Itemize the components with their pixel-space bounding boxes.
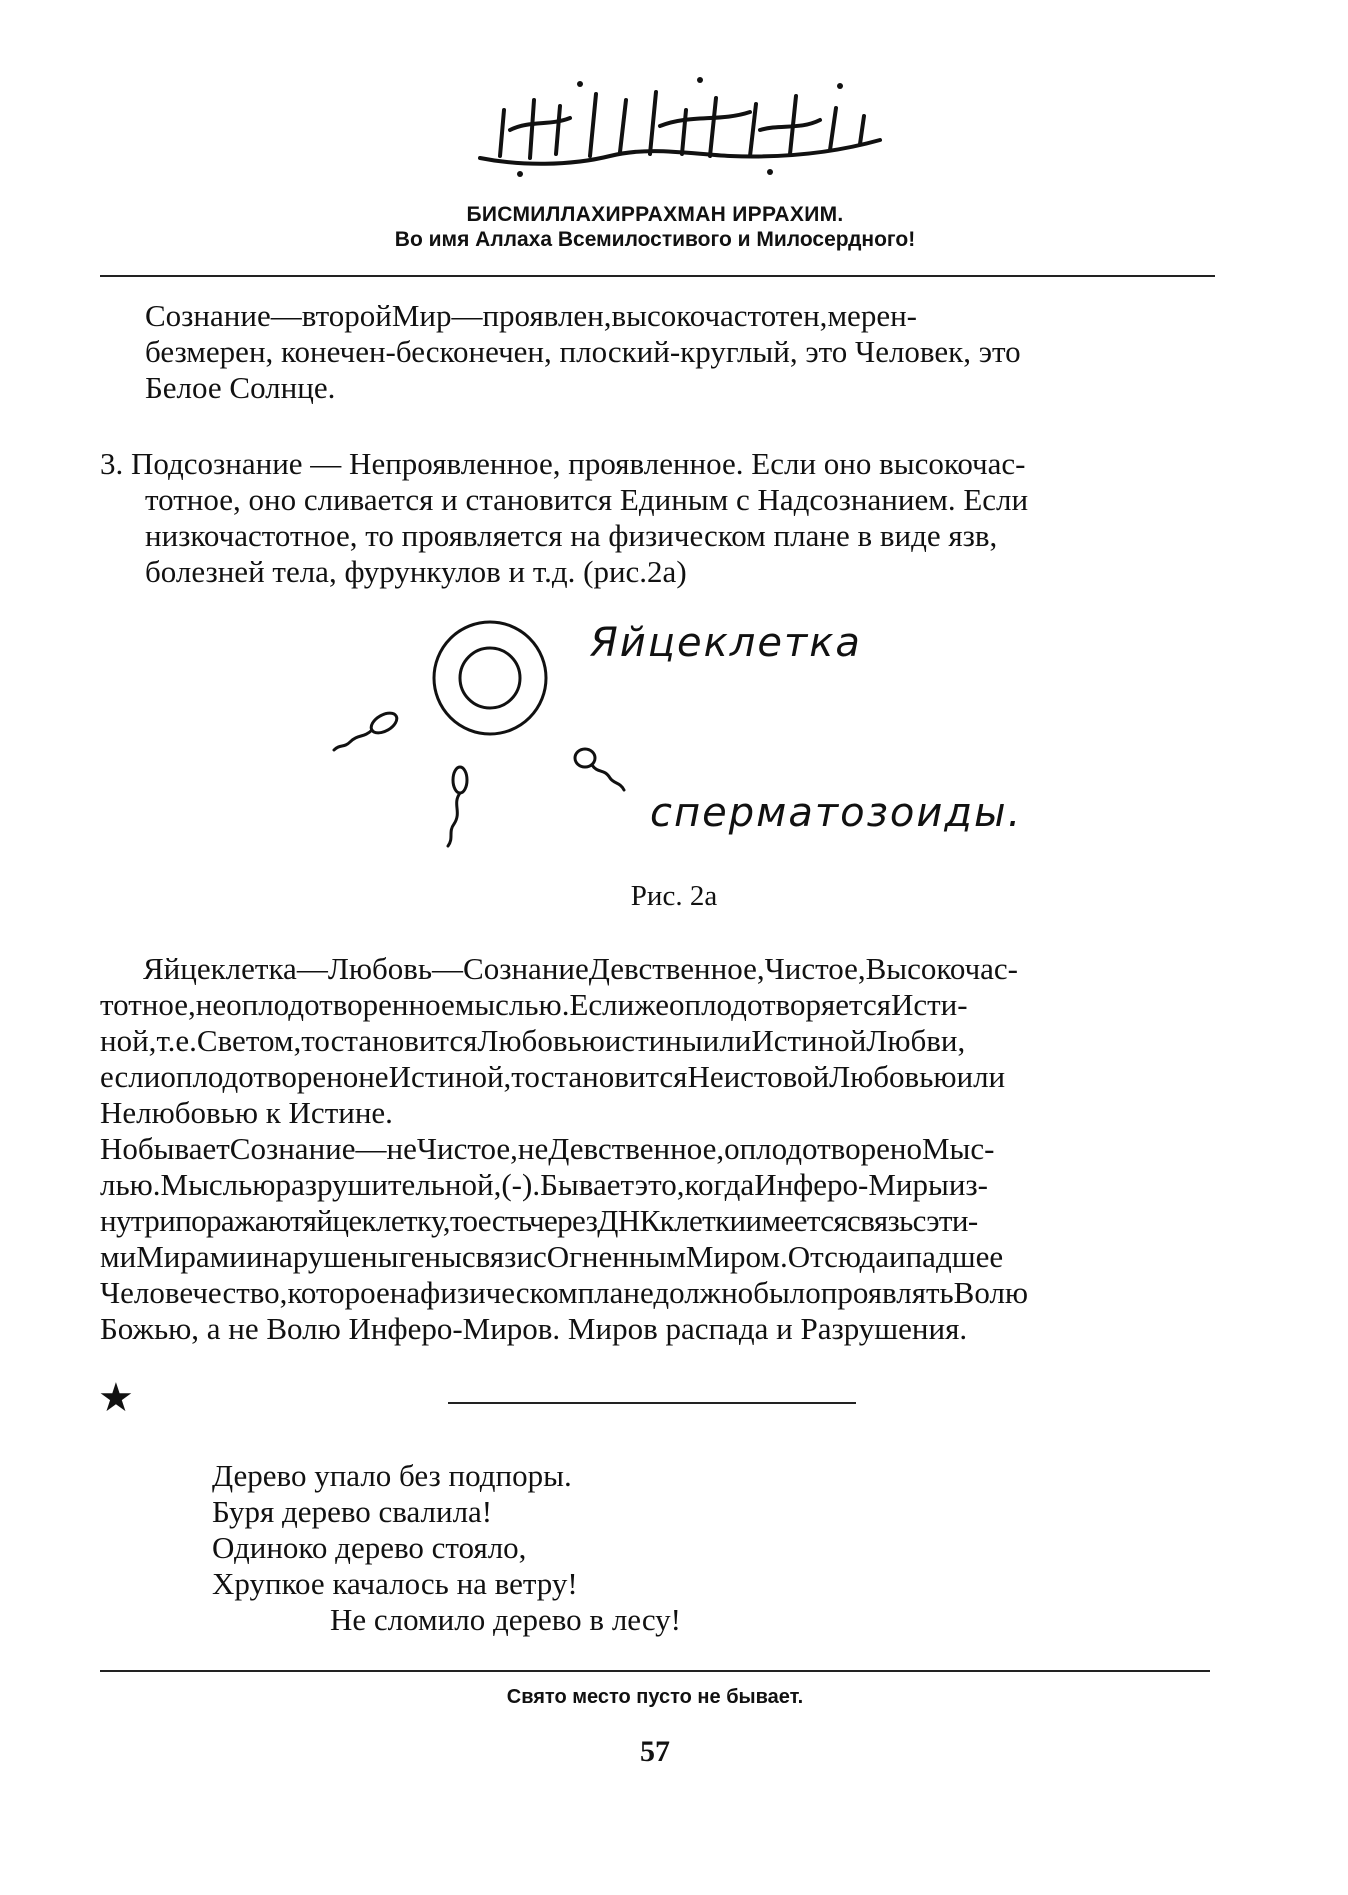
poem-line-5: Не сломило дерево в лесу! (330, 1602, 681, 1637)
intro-paragraph (145, 298, 1195, 406)
figure-caption: Рис. 2а (630, 880, 718, 912)
sperm-left-tail (334, 730, 372, 750)
cons-line-4: миМирамиинарушеныгенысвязисОгненнымМиром.Отсюдаипадшее (100, 1239, 1004, 1274)
egg-line-2: тотное,неоплодотворенноемыслью.ЕслижеоплодотворяетсяИсти- (100, 987, 968, 1022)
egg-paragraph (100, 951, 1210, 1131)
egg-line-1: Яйцеклетка—Любовь—СознаниеДевственное,Чистое,Высокочас- (143, 951, 1019, 986)
item-3-line-1: 3. Подсознание — Непроявленное, проявленное. Если оно высокочас- (100, 446, 1026, 481)
item-3-line-2: тотное, оно сливается и становится Единым с Надсознанием. Если (145, 482, 1029, 517)
cons-line-1: НобываетСознание—неЧистое,неДевственное,оплодотвореноМыс- (100, 1131, 995, 1166)
star-icon: ★ (98, 1375, 134, 1420)
item-3-line-4: болезней тела, фурункулов и т.д. (рис.2а) (145, 554, 687, 589)
bismillah-calligraphy (460, 70, 900, 180)
cons-line-3: нутрипоражаютяйцеклетку,тоестьчерезДНКклеткиимеетсясвязьсэти- (100, 1203, 978, 1238)
egg-line-3: ной,т.е.Светом,тостановитсяЛюбовьюистиныилиИстинойЛюбви, (100, 1023, 966, 1058)
intro-line-1: Сознание—второйМир—проявлен,высокочастотен,мерен- (145, 298, 917, 333)
cons-line-2: лью.Мысльюразрушительной,(-).Бываетэто,когдаИнферо-Мирыиз- (100, 1167, 989, 1202)
egg-inner-circle (460, 648, 520, 708)
label-egg: Яйцеклетка (590, 620, 862, 666)
sperm-bottom-tail (448, 793, 460, 846)
label-sperm: сперматозоиды. (650, 790, 1023, 836)
egg-line-4: еслиоплодотворенонеИстиной,тостановитсяНеистовойЛюбовьюили (100, 1059, 1006, 1094)
footer-proverb: Свято место пусто не бывает. (506, 1686, 804, 1708)
footer-rule (100, 1670, 1210, 1672)
header-rule (100, 275, 1215, 277)
header-title: БИСМИЛЛАХИРРАХМАН ИРРАХИМ. (466, 203, 844, 226)
item-3-paragraph (100, 446, 1205, 590)
consciousness-paragraph (100, 1131, 1210, 1347)
item-3-line-3: низкочастотное, то проявляется на физическом плане в виде язв, (145, 518, 998, 553)
poem (212, 1458, 681, 1638)
cons-line-6: Божью, а не Волю Инферо-Миров. Миров распада и Разрушения. (100, 1311, 968, 1346)
egg-line-5: Нелюбовью к Истине. (100, 1095, 393, 1130)
poem-line-2: Буря дерево свалила! (212, 1494, 493, 1529)
figure-egg-sperm (320, 610, 1040, 860)
section-divider (448, 1402, 856, 1404)
intro-line-3: Белое Солнце. (145, 370, 336, 405)
poem-line-1: Дерево упало без подпоры. (212, 1458, 572, 1493)
header-subtitle: Во имя Аллаха Всемилостивого и Милосердного! (394, 228, 916, 251)
sperm-right-tail (592, 765, 624, 790)
poem-line-4: Хрупкое качалось на ветру! (212, 1566, 578, 1601)
page-number: 57 (640, 1735, 670, 1768)
cons-line-5: Человечество,котороенафизическомпланедолжнобылопроявлятьВолю (100, 1275, 1029, 1310)
poem-line-3: Одиноко дерево стояло, (212, 1530, 527, 1565)
sperm-bottom-head (453, 767, 467, 793)
egg-outer-circle (434, 622, 546, 734)
intro-line-2: безмерен, конечен-бесконечен, плоский-круглый, это Человек, это (145, 334, 1021, 369)
sperm-left-head (368, 709, 400, 737)
